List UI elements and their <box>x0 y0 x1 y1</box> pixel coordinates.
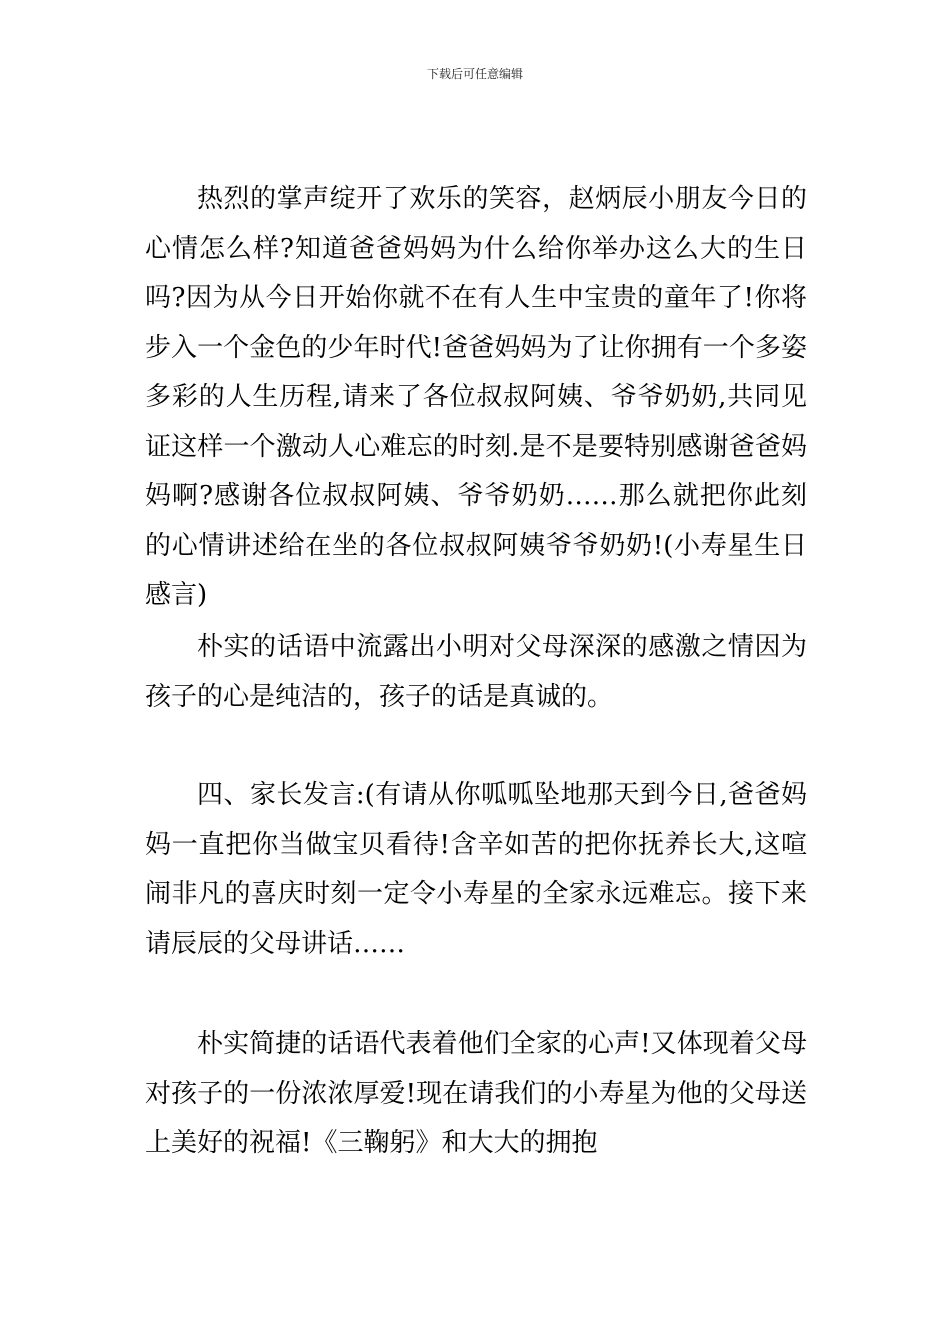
paragraph-child-gratitude: 朴实的话语中流露出小明对父母深深的感激之情因为孩子的心是纯洁的，孩子的话是真诚的。 <box>145 632 807 712</box>
paragraph-blessing: 朴实简捷的话语代表着他们全家的心声!又体现着父母对孩子的一份浓浓厚爱!现在请我们的小寿星为他的父母送上美好的祝福!《三鞠躬》和大大的拥抱 <box>145 1029 807 1158</box>
page-header-note: 下载后可任意编辑 <box>426 67 523 81</box>
paragraph-host-speech: 热烈的掌声绽开了欢乐的笑容，赵炳辰小朋友今日的心情怎么样?知道爸爸妈妈为什么给你举办这么大的生日吗?因为从今日开始你就不在有人生中宝贵的童年了!你将步入一个金色的少年时代!爸爸妈妈为了让你拥有一个多姿多彩的人生历程,请来了各位叔叔阿姨、爷爷奶奶,共同见证这样一个激动人心难忘的时刻.是不是要特别感谢爸爸妈妈啊?感谢各位叔叔阿姨、爷爷奶奶……那么就把你此刻的心情讲述给在坐的各位叔叔阿姨爷爷奶奶!(小寿星生日感言) <box>145 184 807 610</box>
paragraph-parent-speech: 四、家长发言:(有请从你呱呱坠地那天到今日,爸爸妈妈一直把你当做宝贝看待!含辛如苦的把你抚养长大,这喧闹非凡的喜庆时刻一定令小寿星的全家永远难忘。接下来请辰辰的父母讲话…… <box>145 780 807 959</box>
